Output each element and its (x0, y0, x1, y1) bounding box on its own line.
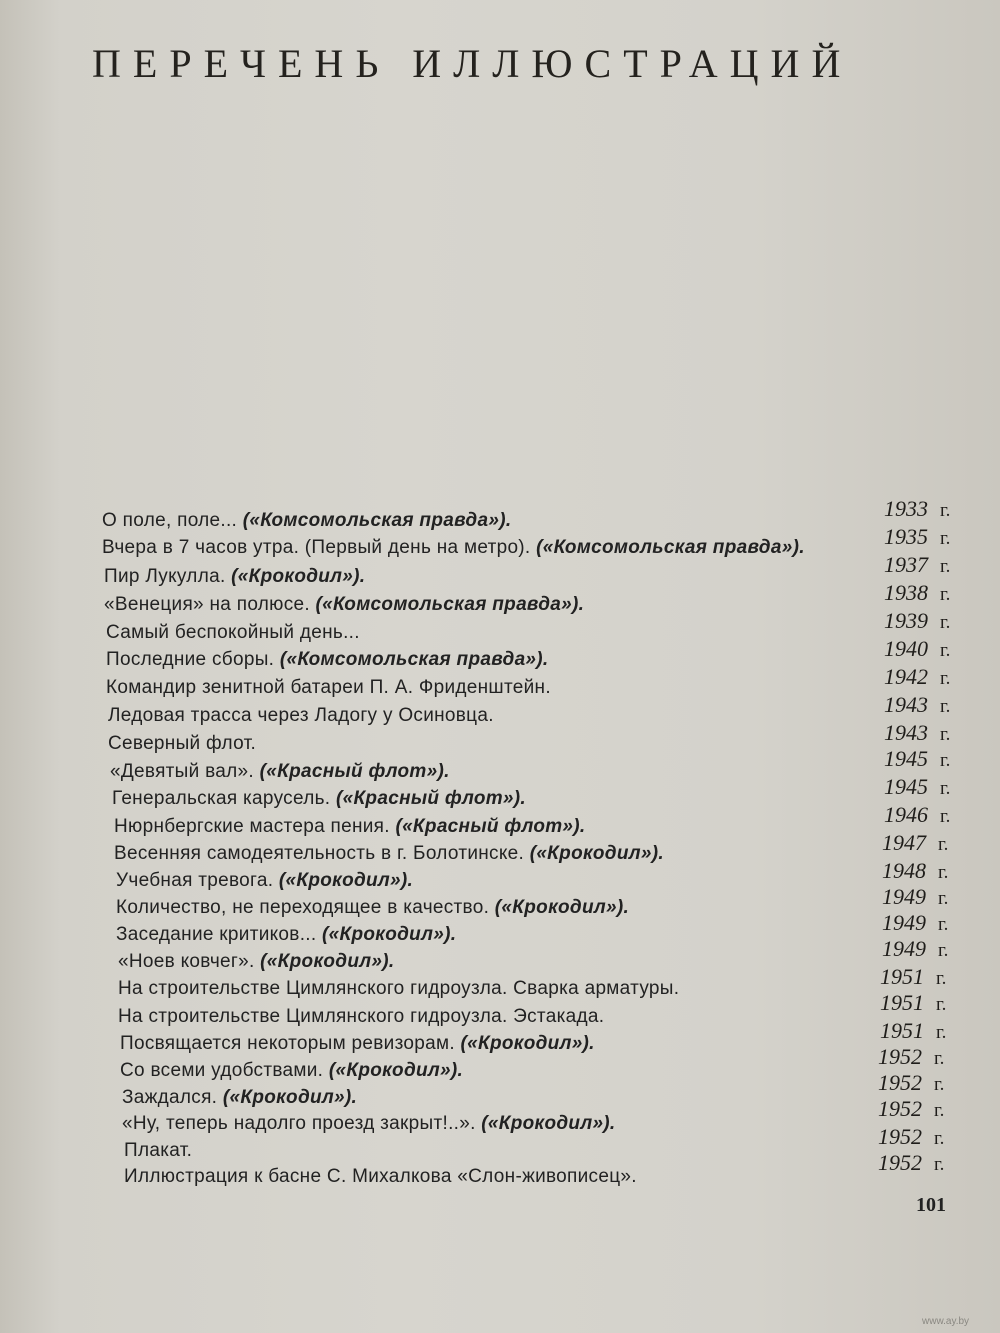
entry-text: Самый беспокойный день... (106, 622, 360, 643)
page-title: ПЕРЕЧЕНЬ ИЛЛЮСТРАЦИЙ (92, 41, 853, 86)
entry-source: («Крокодил»). (481, 1113, 616, 1134)
year-suffix: г. (940, 584, 951, 605)
entry-title (106, 649, 549, 671)
entry-title (124, 1140, 192, 1162)
year-value: 1937 (884, 552, 928, 577)
entry-text: О поле, поле... (102, 510, 243, 531)
entry-text: Командир зенитной батареи П. А. Фриденштейн. (106, 677, 551, 698)
year-suffix: г. (940, 778, 951, 799)
entry-title (102, 537, 805, 559)
year-suffix: г. (938, 834, 949, 855)
year-value: 1952 (878, 1070, 922, 1095)
entry-source: («Комсомольская правда»). (315, 594, 585, 615)
entry-year (880, 964, 946, 990)
entry-text: Количество, не переходящее в качество. (116, 897, 495, 918)
year-suffix: г. (940, 750, 951, 771)
year-suffix: г. (934, 1048, 945, 1069)
entry-year (880, 1018, 946, 1044)
year-suffix: г. (934, 1100, 945, 1121)
entry-year (884, 552, 950, 578)
entry-year (884, 608, 950, 634)
entry-year (878, 1124, 944, 1150)
year-value: 1949 (882, 936, 926, 961)
entry-title (114, 843, 664, 865)
year-suffix: г. (940, 696, 951, 717)
year-suffix: г. (934, 1074, 945, 1095)
year-value: 1945 (884, 774, 928, 799)
entry-title (120, 1060, 463, 1082)
year-value: 1952 (878, 1150, 922, 1175)
entry-source: («Крокодил»). (231, 566, 366, 587)
entry-year (884, 636, 950, 662)
entry-text: Генеральская карусель. (112, 788, 336, 809)
entry-text: Посвящается некоторым ревизорам. (120, 1033, 461, 1054)
entry-year (878, 1096, 944, 1122)
entry-text: Пир Лукулла. (104, 566, 232, 587)
entry-source: («Комсомольская правда»). (242, 510, 512, 531)
entry-year (878, 1150, 944, 1176)
watermark: www.ay.by (922, 1316, 970, 1327)
year-suffix: г. (940, 612, 951, 633)
year-value: 1943 (884, 720, 928, 745)
entry-source: («Крокодил»). (460, 1033, 595, 1054)
entry-title (122, 1113, 616, 1135)
year-value: 1940 (884, 636, 928, 661)
entry-year (878, 1070, 944, 1096)
entry-text: «Ну, теперь надолго проезд закрыт!..». (122, 1113, 482, 1134)
entry-text: «Ноев ковчег». (118, 951, 261, 972)
entry-text: Нюрнбергские мастера пения. (114, 816, 396, 837)
entry-title (116, 897, 629, 919)
year-value: 1948 (882, 858, 926, 883)
year-suffix: г. (940, 806, 951, 827)
entry-title (108, 705, 494, 727)
entry-title (106, 677, 551, 699)
entry-year (884, 580, 950, 606)
year-suffix: г. (940, 668, 951, 689)
year-value: 1951 (880, 964, 924, 989)
entry-title (114, 816, 586, 838)
entry-source: («Красный флот»). (395, 816, 586, 837)
year-value: 1942 (884, 664, 928, 689)
entry-year (884, 664, 950, 690)
page-number: 101 (916, 1194, 946, 1216)
entry-source: («Крокодил»). (328, 1060, 464, 1081)
entry-text: Иллюстрация к басне С. Михалкова «Слон-живописец». (124, 1166, 637, 1187)
entry-title (118, 951, 394, 973)
entry-year (884, 692, 950, 718)
year-suffix: г. (936, 968, 947, 989)
year-suffix: г. (940, 724, 951, 745)
entry-text: Заседание критиков... (116, 924, 323, 945)
year-value: 1947 (882, 830, 926, 855)
entry-title (110, 761, 450, 783)
year-suffix: г. (940, 640, 951, 661)
entry-text: На строительстве Цимлянского гидроузла. Эстакада. (118, 1006, 605, 1027)
entry-text: «Венеция» на полюсе. (104, 594, 316, 615)
entry-text: «Девятый вал». (110, 761, 260, 782)
entry-source: («Крокодил»). (260, 951, 395, 972)
entry-title (122, 1087, 357, 1109)
entry-source: («Красный флот»). (335, 788, 527, 809)
entry-source: («Крокодил»). (322, 924, 457, 945)
year-value: 1933 (884, 496, 928, 521)
entry-title (102, 510, 511, 532)
entry-year (882, 936, 948, 962)
entry-year (882, 830, 948, 856)
year-value: 1946 (884, 802, 928, 827)
entry-year (884, 496, 950, 522)
entry-text: Заждался. (122, 1087, 223, 1108)
entry-year (884, 802, 950, 828)
entry-text: Плакат. (124, 1140, 193, 1161)
entry-year (884, 746, 950, 772)
year-suffix: г. (940, 500, 951, 521)
entry-source: («Комсомольская правда»). (279, 649, 549, 670)
year-suffix: г. (940, 556, 951, 577)
year-suffix: г. (938, 862, 949, 883)
entry-source: («Крокодил»). (278, 870, 414, 891)
entry-title (118, 978, 679, 1000)
year-suffix: г. (940, 528, 951, 549)
entry-text: Учебная тревога. (116, 870, 279, 891)
year-value: 1952 (878, 1044, 922, 1069)
entry-title (104, 594, 584, 616)
year-value: 1943 (884, 692, 928, 717)
entry-year (884, 524, 950, 550)
year-value: 1949 (882, 910, 926, 935)
year-value: 1945 (884, 746, 928, 771)
entry-text: Весенняя самодеятельность в г. Болотинске. (114, 843, 530, 864)
entry-year (878, 1044, 944, 1070)
year-value: 1949 (882, 884, 926, 909)
entry-year (882, 858, 948, 884)
year-suffix: г. (934, 1154, 945, 1175)
entry-title (104, 566, 365, 588)
entry-text: Последние сборы. (106, 649, 280, 670)
entry-source: («Крокодил»). (494, 897, 630, 918)
year-suffix: г. (934, 1128, 945, 1149)
entry-text: Вчера в 7 часов утра. (Первый день на метро). (102, 537, 537, 558)
entry-source: («Комсомольская правда»). (536, 537, 805, 558)
entry-year (882, 910, 948, 936)
year-value: 1952 (878, 1124, 922, 1149)
entry-year (884, 720, 950, 746)
entry-year (882, 884, 948, 910)
entry-title (106, 622, 360, 644)
year-suffix: г. (938, 940, 949, 961)
entry-text: На строительстве Цимлянского гидроузла. Сварка арматуры. (118, 978, 680, 999)
entry-title (108, 733, 256, 755)
year-value: 1951 (880, 1018, 924, 1043)
entry-title (124, 1166, 637, 1188)
year-suffix: г. (936, 1022, 947, 1043)
year-value: 1939 (884, 608, 928, 633)
entry-text: Ледовая трасса через Ладогу у Осиновца. (108, 705, 494, 726)
year-value: 1951 (880, 990, 924, 1015)
year-suffix: г. (938, 914, 949, 935)
entry-text: Со всеми удобствами. (120, 1060, 329, 1081)
entry-source: («Крокодил»). (529, 843, 664, 864)
year-value: 1952 (878, 1096, 922, 1121)
entry-title (118, 1006, 604, 1028)
entry-title (120, 1033, 595, 1055)
entry-title (116, 870, 413, 892)
year-value: 1938 (884, 580, 928, 605)
entry-source: («Крокодил»). (222, 1087, 358, 1108)
entry-title (116, 924, 456, 946)
year-suffix: г. (938, 888, 949, 909)
year-value: 1935 (884, 524, 928, 549)
entry-source: («Красный флот»). (259, 761, 450, 782)
entry-title (112, 788, 526, 810)
entry-text: Северный флот. (108, 733, 257, 754)
entry-year (884, 774, 950, 800)
year-suffix: г. (936, 994, 947, 1015)
entry-year (880, 990, 946, 1016)
